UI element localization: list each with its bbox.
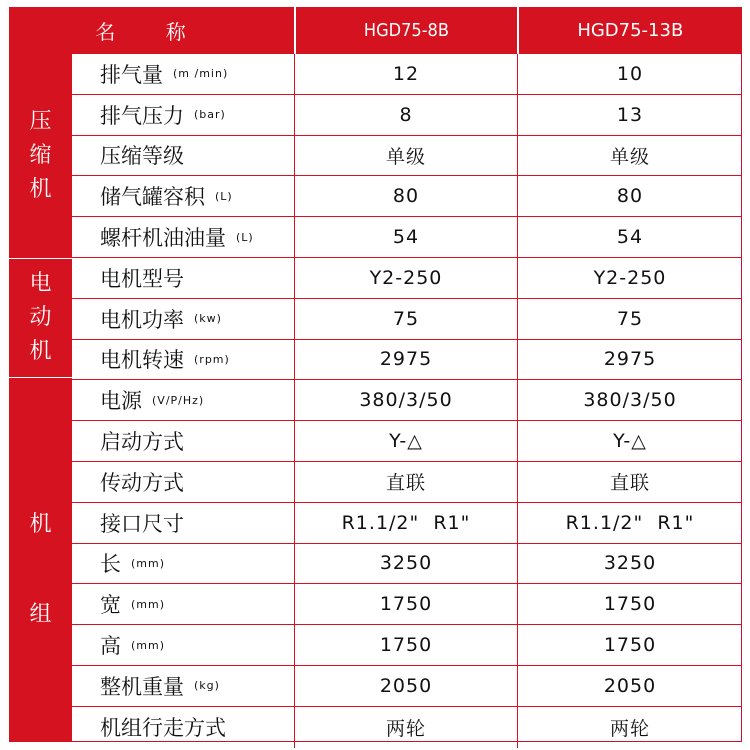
row-value-2: R1.1/2" R1": [565, 511, 695, 534]
group-char: 缩: [29, 143, 52, 168]
row-name: 传动方式: [100, 470, 184, 495]
row-value-2: 13: [616, 103, 644, 126]
group-char: 压: [29, 109, 52, 134]
row-name: 长: [100, 552, 121, 577]
table-row: [72, 136, 742, 177]
row-value-1: 8: [295, 95, 518, 135]
row-unit: (L): [236, 230, 254, 244]
row-name: 排气压力: [100, 103, 184, 128]
row-value-1: Y2-250: [295, 258, 518, 298]
table-row: [72, 462, 742, 503]
table-row: [72, 707, 742, 748]
table-header: [9, 7, 742, 54]
group-char: 机: [29, 339, 52, 364]
table-row: [72, 54, 742, 95]
header-model-2: HGD75-13B: [577, 20, 684, 41]
row-unit: (m /min): [173, 67, 229, 81]
row-name: 螺杆机油油量: [100, 226, 226, 251]
group-unit: [9, 378, 72, 742]
row-value-1: 3250: [295, 544, 518, 584]
row-value-1: 直联: [295, 462, 518, 502]
row-unit: (V/P/Hz): [152, 393, 205, 407]
row-name: 电机型号: [100, 266, 184, 291]
row-value-1: 2975: [295, 340, 518, 380]
row-name: 电机转速: [100, 348, 184, 373]
row-value-2: 直联: [609, 472, 650, 495]
table-row: [72, 340, 742, 381]
row-value-2: 75: [616, 307, 644, 330]
row-value-1: 2050: [295, 666, 518, 706]
row-unit: (bar): [194, 108, 226, 122]
group-char: 组: [29, 602, 52, 627]
row-name: 整机重量: [100, 674, 184, 699]
row-name: 电源: [100, 389, 142, 414]
table-row: [72, 258, 742, 299]
table-row: [72, 544, 742, 585]
row-name: 启动方式: [100, 430, 184, 455]
row-name: 接口尺寸: [100, 511, 184, 536]
row-name: 宽: [100, 593, 121, 618]
row-name: 排气量: [100, 62, 163, 87]
row-value-1: 12: [295, 54, 518, 94]
row-value-1: 54: [295, 217, 518, 257]
row-value-2: 380/3/50: [583, 389, 677, 412]
row-value-2: 3250: [603, 552, 657, 575]
row-value-2: 两轮: [609, 717, 650, 740]
row-value-2: 54: [616, 226, 644, 249]
row-name: 压缩等级: [100, 144, 184, 169]
row-value-2: 80: [616, 185, 644, 208]
row-unit: (L): [215, 189, 233, 203]
table-row: [72, 584, 742, 625]
row-unit: (kw): [194, 312, 222, 326]
table-row: [72, 380, 742, 421]
row-unit: (rpm): [194, 352, 230, 366]
row-value-1: 380/3/50: [295, 380, 518, 420]
table-row: [72, 176, 742, 217]
row-value-1: 单级: [295, 136, 518, 176]
group-char: 电: [29, 271, 52, 296]
table-row: [72, 666, 742, 707]
row-value-2: 1750: [603, 634, 657, 657]
row-value-1: 75: [295, 299, 518, 339]
table-row: [72, 421, 742, 462]
group-char: 机: [29, 177, 52, 202]
row-unit: (mm): [131, 638, 166, 652]
group-char: 机: [29, 512, 52, 537]
row-value-2: 2050: [603, 674, 657, 697]
row-name: 高: [100, 634, 121, 659]
row-unit: (mm): [131, 556, 166, 570]
row-value-2: 2975: [603, 348, 657, 371]
row-value-1: R1.1/2" R1": [295, 503, 518, 543]
table-row: [72, 503, 742, 544]
group-compressor: [9, 54, 72, 258]
table-row: [72, 217, 742, 258]
row-name: 储气罐容积: [100, 185, 205, 210]
row-value-2: 10: [616, 62, 644, 85]
row-value-2: Y-△: [613, 430, 647, 453]
row-value-1: 80: [295, 176, 518, 216]
header-model-1: HGD75-8B: [363, 20, 449, 41]
header-name: 名 称: [95, 20, 208, 44]
row-name: 机组行走方式: [100, 716, 226, 741]
table-row: [72, 95, 742, 136]
row-value-1: Y-△: [295, 421, 518, 461]
row-value-1: 两轮: [295, 707, 518, 748]
table-row: [72, 299, 742, 340]
row-value-2: 1750: [603, 593, 657, 616]
row-unit: (mm): [131, 597, 166, 611]
spec-rows: [72, 54, 742, 748]
row-value-2: Y2-250: [593, 266, 667, 289]
row-unit: (kg): [194, 679, 220, 693]
row-value-2: 单级: [609, 145, 650, 168]
row-value-1: 1750: [295, 584, 518, 624]
group-char: 动: [29, 305, 52, 330]
row-name: 电机功率: [100, 307, 184, 332]
table-row: [72, 625, 742, 666]
group-motor: [9, 259, 72, 377]
row-value-1: 1750: [295, 625, 518, 665]
